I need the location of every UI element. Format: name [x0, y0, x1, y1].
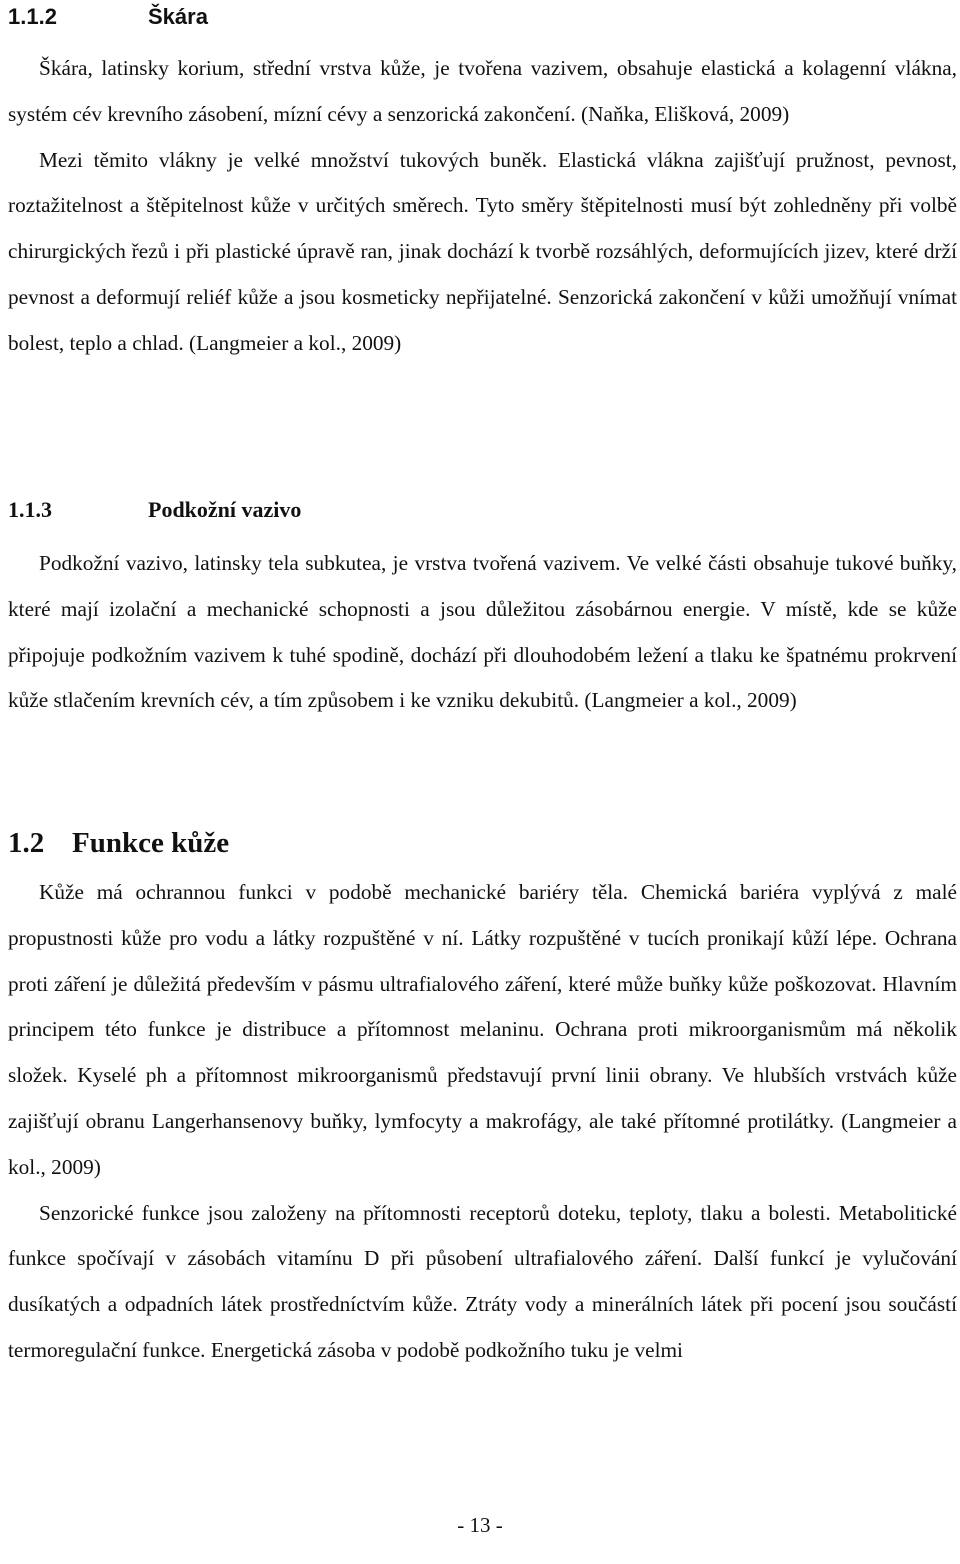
- page-number: - 13 -: [457, 1513, 503, 1537]
- paragraph: Škára, latinsky korium, střední vrstva kůže, je tvořena vazivem, obsahuje elastická a kolagenní vlákna, systém cév krevního zásobení, mízní cévy a senzorická zakončení. (Naňka, Elišková, 2009): [8, 56, 957, 126]
- section-podkozni-vazivo: [8, 493, 957, 713]
- section-funkce-kuze: [8, 823, 957, 1362]
- section-title: Funkce kůže: [72, 827, 230, 859]
- section-title: Škára: [148, 4, 208, 29]
- section-skara: [8, 0, 957, 355]
- paragraph: Mezi těmito vlákny je velké množství tukových buněk. Elastická vlákna zajišťují pružnost, pevnost, roztažitelnost a štěpitelnost kůže v určitých směrech. Tyto směry štěpitelnosti musí být zohledněny při volbě chirurgických řezů i při plastické úpravě ran, jinak dochází k tvorbě rozsáhlých, deformujících jizev, které drží pevnost a deformují reliéf kůže a jsou kosmeticky nepřijatelné. Senzorická zakončení v kůži umožňují vnímat bolest, teplo a chlad. (Langmeier a kol., 2009): [8, 147, 957, 355]
- section-heading: [8, 493, 957, 527]
- paragraph: Kůže má ochrannou funkci v podobě mechanické bariéry těla. Chemická bariéra vyplývá z malé propustnosti kůže pro vodu a látky rozpuštěné v ní. Látky rozpuštěné v tucích pronikají kůží lépe. Ochrana proti záření je důležitá především v pásmu ultrafialového záření, které může buňky kůže poškozovat. Hlavním principem této funkce je distribuce a přítomnost melaninu. Ochrana proti mikroorganismům má několik složek. Kyselé ph a přítomnost mikroorganismů představují první linii obrany. Ve hlubších vrstvách kůže zajišťují obranu Langerhansenovy buňky, lymfocyty a makrofágy, ale také přítomné protilátky. (Langmeier a kol., 2009): [8, 880, 957, 1179]
- chapter-heading: [8, 823, 957, 863]
- paragraph: Senzorické funkce jsou založeny na přítomnosti receptorů doteku, teploty, tlaku a bolesti. Metabolitické funkce spočívají v zásobách vitamínu D při působení ultrafialového záření. Další funkcí je vylučování dusíkatých a odpadních látek prostředníctvím kůže. Ztráty vody a minerálních látek při pocení jsou součástí termoregulační funkce. Energetická zásoba v podobě podkožního tuku je velmi: [8, 1200, 957, 1362]
- section-heading: [8, 0, 957, 34]
- section-number: 1.2: [8, 827, 45, 859]
- paragraph: Podkožní vazivo, latinsky tela subkutea, je vrstva tvořená vazivem. Ve velké části obsahuje tukové buňky, které mají izolační a mechanické schopnosti a jsou důležitou zásobárnou energie. V místě, kde se kůže připojuje podkožním vazivem k tuhé spodině, dochází při dlouhodobém ležení a tlaku ke špatnému prokrvení kůže stlačením krevních cév, a tím způsobem i ke vzniku dekubitů. (Langmeier a kol., 2009): [8, 551, 957, 713]
- section-number: 1.1.2: [8, 4, 57, 29]
- section-number: 1.1.3: [8, 497, 52, 522]
- section-title: Podkožní vazivo: [148, 497, 302, 522]
